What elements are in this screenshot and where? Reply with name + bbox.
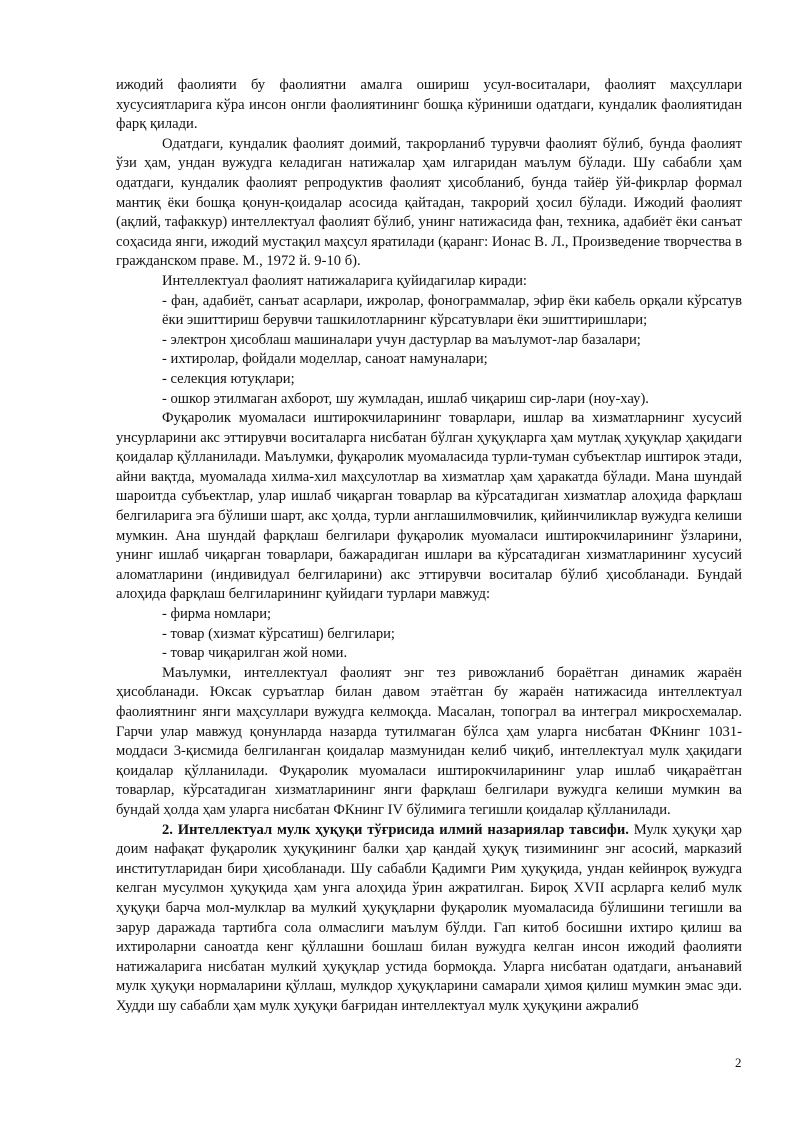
list-item: - фан, адабиёт, санъат асарлари, ижролар, фонограммалар, эфир ёки кабель орқали кўрсатув ёки эшиттириш берувчи ташкилотларнинг кўрсатувлари ёки эшиттиришлари; (162, 292, 742, 329)
paragraph-2: Одатдаги, кундалик фаолият доимий, такрорланиб турувчи фаолият бўлиб, бунда фаолият ўзи ҳам, ундан вужудга келадиган натижалар ҳам илгаридан маълум бўлади. Шу сабабли ҳам одатдаги, кундалик фаолият репродуктив фаолият ҳисобланиб, бунда тайёр ўй-фикрлар формал мантиқ ёки бошқа қонун-қоидалар асосида қайтадан, такрорий ҳосил бўлади. Ижодий фаолият (ақлий, тафаккур) интеллектуал фаолият бўлиб, унинг натижасида фан, техника, адабиёт ёки санъат соҳасида янги, ижодий мустақил маҳсул яратилади (қаранг: Ионас В. Л., Произведение творчества в гражданском праве. М., 1972 й. 9-10 б). (116, 135, 742, 270)
paragraph-3: Интеллектуал фаолият натижаларига қуйидагилар киради: (162, 272, 527, 289)
paragraph-5: Маълумки, интеллектуал фаолият энг тез ривожланиб бораётган динамик жараён ҳисобланади. Юксак суръатлар билан давом этаётган бу жараён натижасида интеллектуал фаолиятнинг янги маҳсуллари вужудга келмоқда. Масалан, топограл ва интеграл микросхемалар. Гарчи улар мавжуд қонунларда назарда тутилмаган бўлса ҳам уларга нисбатан ФКнинг 1031-моддаси 3-қисмида белгиланган қоидалар мазмунидан келиб чиқиб, интеллектуал мулк ҳақидаги қоидалар қўлланилади. Фуқаролик муомаласи иштирокчиларининг улар ишлаб чиқараётган товарлар, кўрсатадиган хизматларининг янги фарқлаш белгилари вужудга келиши мумкин ва бундай ҳолда ҳам уларга нисбатан ФКнинг IV бўлимига тегишли қоидалар қўлланилади. (116, 664, 742, 818)
section-heading: 2. Интеллектуал мулк ҳуқуқи тўғрисида илмий назариялар тавсифи. (162, 821, 629, 838)
paragraph-1: ижодий фаолияти бу фаолиятни амалга ошириш усул-воситалари, фаолият маҳсуллари хусусиятларига кўра инсон онгли фаолиятининг бошқа кўриниши одатдаги, кундалик фаолиятидан фарқ қилади. (116, 77, 742, 133)
list-item: - ошкор этилмаган ахборот, шу жумладан, ишлаб чиқариш сир-лари (ноу-хау). (162, 390, 649, 407)
document-body (116, 76, 742, 1017)
paragraph-6 (116, 821, 742, 1017)
list-distinction-marks (116, 605, 742, 664)
list-item: - электрон ҳисоблаш машиналари учун дастурлар ва маълумот-лар базалари; (162, 331, 641, 348)
list-item: - ихтиролар, фойдали моделлар, саноат намуналари; (162, 351, 488, 368)
paragraph-4: Фуқаролик муомаласи иштирокчиларининг товарлари, ишлар ва хизматларнинг хусусий унсурларини акс эттирувчи воситаларга нисбатан бўлган ҳуқуқларга ҳам мутлақ ҳуқуқлар ҳақидаги қоидалар қўлланилади. Маълумки, фуқаролик муомаласида турли-туман субъектлар иштирок этади, айни вақтда, муомалада хилма-хил маҳсулотлар ва хизматлар ҳам ҳаракатда бўлади. Мана шундай шароитда субъектлар, улар ишлаб чиқарган товарлар ва кўрсатадиган хизматлар алоҳида фарқлаш белгиларига эга бўлиши шарт, акс ҳолда, турли англашилмовчилик, қийинчиликлар вужудга келиши мумкин. Ана шундай фарқлаш белгилари фуқаролик муомаласи иштирокчиларининг ўзларини, унинг ишлаб чиқарган товарлари, бажарадиган ишлари ва кўрсатадиган хизматларининг хусусий аломатларини (индивидуал белгиларини) акс эттирувчи воситалар бўлиб ҳисобланади. Бундай алоҳида фарқлаш белгиларининг қуйидаги турлари мавжуд: (116, 410, 742, 603)
list-item: - товар чиқарилган жой номи. (162, 645, 348, 662)
list-item: - селекция ютуқлари; (162, 370, 295, 387)
page-number: 2 (735, 1055, 742, 1070)
section-text: Мулк ҳуқуқи ҳар доим нафақат фуқаролик ҳуқуқининг балки ҳар қандай ҳуқуқ тизимининг энг асосий, марказий институтларидан бири ҳисобланади. Шу сабабли Қадимги Рим ҳуқуқида, ундан кейинроқ вужудга келган мусулмон ҳуқуқида ҳам унга алоҳида ўрин ажратилган. Бироқ XVII асрларга келиб мулк ҳуқуқи барча мол-мулклар ва мулкий ҳуқуқларни фуқаролик муомаласида бўлишини тегишли ва зарур даражада тартибга сола олмаслиги маълум бўлди. Гап китоб босишни ихтиро қилиш ва ихтироларни саноатда кенг қўллашни бошлаш билан вужудга келган инсон ижодий фаолияти натижаларига нисбатан мулкий ҳуқуқлар устида бормоқда. Уларга нисбатан одатдаги, анъанавий мулк ҳуқуқи нормаларини қўллаш, мулкдор ҳуқуқларини самарали ҳимоя қилиш мумкин эмас эди. Худди шу сабабли ҳам мулк ҳуқуқи бағридан интеллектуал мулк ҳуқуқини ажралиб (116, 821, 742, 1014)
list-item: - товар (хизмат кўрсатиш) белгилари; (162, 625, 395, 642)
list-item: - фирма номлари; (162, 606, 272, 623)
list-intellectual-results (116, 292, 742, 410)
